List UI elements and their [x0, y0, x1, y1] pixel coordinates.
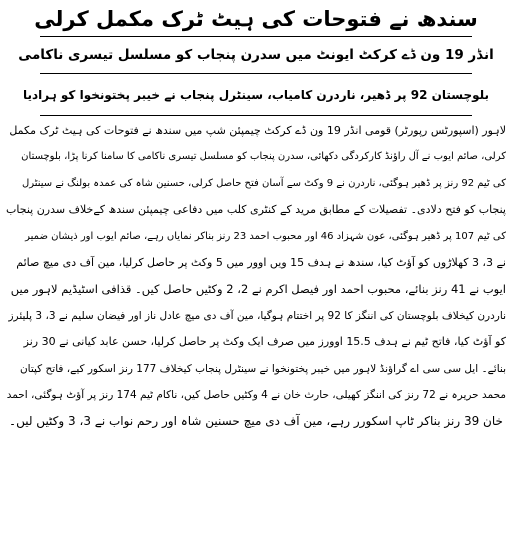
headline-divider [40, 73, 472, 74]
article-body [6, 118, 506, 540]
article-line: کی ٹیم 107 پر ڈھیر ہوگئی، عون شہزاد 46 اور محبوب احمد 23 رنز بناکر نمایاں رہے، صائم ایوب اور ذیشان ضمیر [25, 230, 506, 242]
headline-sub-1: انڈر 19 ون ڈے کرکٹ ایونٹ میں سدرن پنجاب کو مسلسل تیسری ناکامی [18, 47, 494, 63]
article-line: لاہور (اسپورٹس رپورٹر) قومی انڈر 19 ون ڈے کرکٹ چیمپئن شپ میں سندھ نے فتوحات کی ہیٹ ٹرک مکمل [9, 124, 506, 137]
headline-divider [40, 115, 472, 116]
article-line: پنجاب کو فتح دلادی۔ تفصیلات کے مطابق مرید کے کنٹری کلب میں دفاعی چیمپئن سندھ کےخلاف سدرن پنجاب [6, 203, 506, 217]
article-line: نے 3، 3 کھلاڑوں کو آؤٹ کیا، سندھ نے ہدف 15 ویں اوور میں 5 وکٹ پر حاصل کرلیا، مین آف دی میچ صائم [16, 255, 506, 269]
article-line: بنائے۔ ایل سی سی اے گراؤنڈ لاہور میں خیبر پختونخوا نے سینٹرل پنجاب کیخلاف 177 رنز اسکور کیے، فاتح کپتان [19, 362, 506, 375]
article-line: خان 39 رنز بناکر ٹاپ اسکورر رہے، مین آف دی میچ حسنین شاہ اور رحم نواب نے 3، 3 وکٹیں لیں۔ [9, 414, 503, 429]
article-line: محمد حریرہ نے 72 رنز کی اننگز کھیلی، حارث خان نے 4 وکٹیں حاصل کیں، ناکام ٹیم 174 رنز پر آؤٹ ہوگئی، احمد [6, 388, 506, 401]
article-line: ناردرن کیخلاف بلوچستان کی اننگز کا 92 پر اختتام ہوگیا، مین آف دی میچ عادل ناز اور فیضان سلیم نے 3، 3 پلیئرز [8, 309, 506, 322]
article-line: کی ٹیم 92 رنز پر ڈھیر ہوگئی، ناردرن نے 9 وکٹ سے آسان فتح حاصل کرلی، حسنین شاہ کی عمدہ بولنگ نے سینٹرل [21, 177, 506, 189]
headline-sub-2: بلوچستان 92 پر ڈھیر، ناردرن کامیاب، سینٹرل پنجاب نے خیبر پختونخوا کو ہرادیا [22, 88, 490, 102]
article-line: کرلی، صائم ایوب نے آل راؤنڈ کارکردگی دکھائی، سدرن پنجاب کو مسلسل تیسری ناکامی کا سامنا کرنا پڑا، بلوچستان [21, 151, 506, 163]
headline-main: سندھ نے فتوحات کی ہیٹ ٹرک مکمل کرلی [34, 7, 478, 31]
article-line: ایوب نے 41 رنز بنائے، محبوب احمد اور فیصل اکرم نے 2، 2 وکٹیں حاصل کیں۔ قذافی اسٹیڈیم لاہور میں [10, 282, 506, 297]
article-line: کو آؤٹ کیا، فاتح ٹیم نے ہدف 15.5 اوورز میں صرف ایک وکٹ پر حاصل کرلیا، حسن عابد کیانی نے 30 رنز [23, 335, 506, 349]
headline-divider [40, 36, 472, 37]
